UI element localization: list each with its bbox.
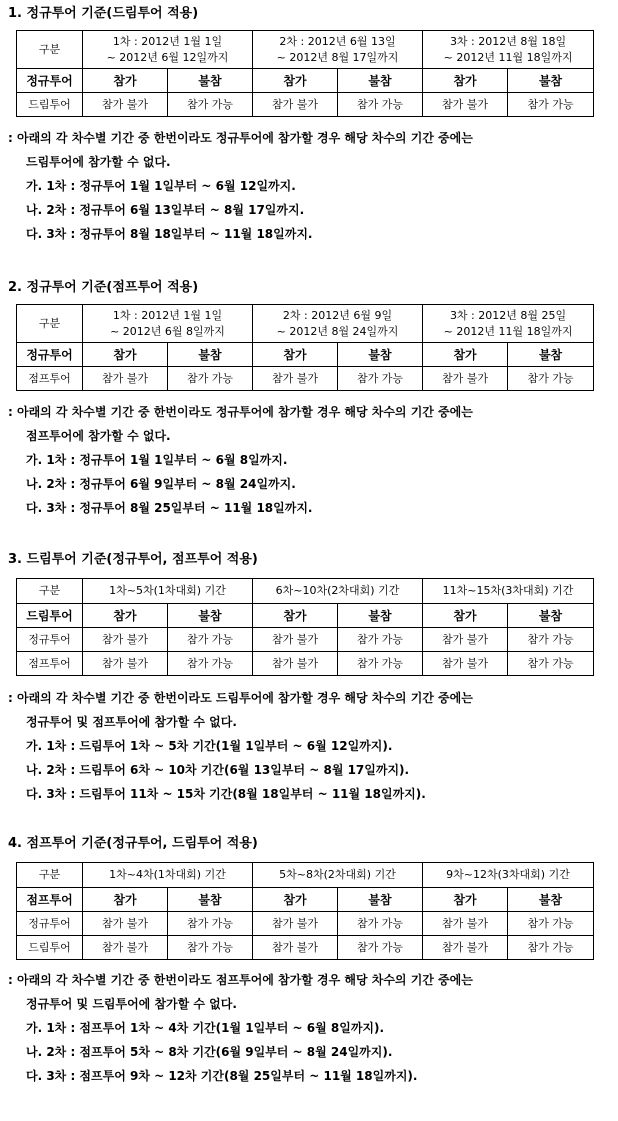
table-subheader-cell: 참가 <box>423 604 508 628</box>
table-cell: 점프투어 <box>17 652 83 676</box>
table-header-period-1: 1차 : 2012년 1월 1일 ~ 2012년 6월 8일까지 <box>83 305 253 343</box>
table-subheader-cell: 참가 <box>83 604 168 628</box>
table-row <box>17 652 594 676</box>
note-line: 가. 1차 : 점프투어 1차 ~ 4차 기간(1월 1일부터 ~ 6월 8일까지). <box>26 1021 385 1035</box>
table-cell: 참가 가능 <box>508 367 594 391</box>
note-line: 나. 2차 : 점프투어 5차 ~ 8차 기간(6월 9일부터 ~ 8월 24일까지). <box>26 1045 393 1059</box>
table-subheader-cell: 불참 <box>168 604 253 628</box>
table-cell: 참가 가능 <box>338 628 423 652</box>
section-3-notes <box>8 686 473 806</box>
table-cell: 참가 가능 <box>338 912 423 936</box>
section-2-notes <box>8 400 473 520</box>
note-line: 다. 3차 : 정규투어 8월 18일부터 ~ 11월 18일까지. <box>26 227 313 241</box>
section-4-title: 4. 점프투어 기준(정규투어, 드림투어 적용) <box>8 836 258 851</box>
table-cell: 참가 가능 <box>508 912 594 936</box>
table-cell: 참가 가능 <box>168 367 253 391</box>
note-line: : 아래의 각 차수별 기간 중 한번이라도 점프투어에 참가할 경우 해당 차수의 기간 중에는 <box>8 973 473 987</box>
table-cell: 참가 불가 <box>253 93 338 117</box>
table-cell: 참가 가능 <box>168 93 253 117</box>
table-subheader-cell: 불참 <box>508 69 594 93</box>
table-header-period-3: 3차 : 2012년 8월 18일 ~ 2012년 11월 18일까지 <box>423 31 594 69</box>
table-header-period-3: 9차~12차(3차대회) 기간 <box>423 863 594 888</box>
table-subheader-cell: 참가 <box>253 604 338 628</box>
table-cell: 정규투어 <box>17 628 83 652</box>
table-subheader-cell: 불참 <box>508 343 594 367</box>
table-subheader-cell: 참가 <box>253 888 338 912</box>
table-header-cell: 구분 <box>17 305 83 343</box>
table-header-cell: 구분 <box>17 31 83 69</box>
table-header-period-1: 1차~4차(1차대회) 기간 <box>83 863 253 888</box>
table-cell: 참가 가능 <box>168 912 253 936</box>
note-line: 정규투어 및 드림투어에 참가할 수 없다. <box>26 997 237 1011</box>
table-cell: 참가 불가 <box>83 912 168 936</box>
section-1-table <box>16 30 594 117</box>
table-cell: 참가 가능 <box>168 652 253 676</box>
table-header-cell: 구분 <box>17 863 83 888</box>
note-line: : 아래의 각 차수별 기간 중 한번이라도 드림투어에 참가할 경우 해당 차수의 기간 중에는 <box>8 691 473 705</box>
table-header-period-2: 5차~8차(2차대회) 기간 <box>253 863 423 888</box>
table-cell: 참가 불가 <box>253 367 338 391</box>
note-line: 다. 3차 : 정규투어 8월 25일부터 ~ 11월 18일까지. <box>26 501 313 515</box>
section-2-table <box>16 304 594 391</box>
note-line: 드림투어에 참가할 수 없다. <box>26 155 171 169</box>
table-subheader-cell: 참가 <box>83 343 168 367</box>
table-row <box>17 936 594 960</box>
table-cell: 참가 불가 <box>83 93 168 117</box>
section-3-title: 3. 드림투어 기준(정규투어, 점프투어 적용) <box>8 552 258 567</box>
table-subheader-cell: 불참 <box>338 69 423 93</box>
table-header-period-1: 1차~5차(1차대회) 기간 <box>83 579 253 604</box>
table-header-period-3: 11차~15차(3차대회) 기간 <box>423 579 594 604</box>
table-subheader-cell: 불참 <box>508 888 594 912</box>
table-subheader-cell: 불참 <box>168 69 253 93</box>
note-line: : 아래의 각 차수별 기간 중 한번이라도 정규투어에 참가할 경우 해당 차수의 기간 중에는 <box>8 131 473 145</box>
section-1-notes <box>8 126 473 246</box>
table-cell: 참가 불가 <box>83 652 168 676</box>
table-subheader-cell: 참가 <box>253 343 338 367</box>
table-cell: 참가 불가 <box>423 652 508 676</box>
table-cell: 참가 불가 <box>423 93 508 117</box>
section-3-table <box>16 578 594 676</box>
table-subheader-cell: 불참 <box>338 604 423 628</box>
section-4-notes <box>8 968 473 1088</box>
table-header-period-3: 3차 : 2012년 8월 25일 ~ 2012년 11월 18일까지 <box>423 305 594 343</box>
table-subheader-cell: 참가 <box>423 888 508 912</box>
table-cell: 참가 불가 <box>253 936 338 960</box>
table-subheader-cell: 불참 <box>338 888 423 912</box>
table-cell: 참가 불가 <box>253 912 338 936</box>
note-line: 가. 1차 : 정규투어 1월 1일부터 ~ 6월 8일까지. <box>26 453 288 467</box>
table-cell: 참가 가능 <box>338 652 423 676</box>
table-cell: 점프투어 <box>17 367 83 391</box>
table-header-cell: 구분 <box>17 579 83 604</box>
table-header-period-2: 2차 : 2012년 6월 13일 ~ 2012년 8월 17일까지 <box>253 31 423 69</box>
note-line: 다. 3차 : 점프투어 9차 ~ 12차 기간(8월 25일부터 ~ 11월 18일까지). <box>26 1069 418 1083</box>
table-cell: 참가 불가 <box>423 936 508 960</box>
note-line: 점프투어에 참가할 수 없다. <box>26 429 171 443</box>
section-1-title: 1. 정규투어 기준(드림투어 적용) <box>8 6 199 21</box>
table-header-period-1: 1차 : 2012년 1월 1일 ~ 2012년 6월 12일까지 <box>83 31 253 69</box>
table-cell: 참가 가능 <box>168 936 253 960</box>
table-cell: 드림투어 <box>17 93 83 117</box>
table-cell: 드림투어 <box>17 936 83 960</box>
table-cell: 참가 가능 <box>338 367 423 391</box>
table-subheader-cell: 불참 <box>168 888 253 912</box>
note-line: 가. 1차 : 드림투어 1차 ~ 5차 기간(1월 1일부터 ~ 6월 12일까지). <box>26 739 393 753</box>
table-cell: 참가 불가 <box>423 367 508 391</box>
table-cell: 정규투어 <box>17 912 83 936</box>
table-subheader-cell: 점프투어 <box>17 888 83 912</box>
note-line: 나. 2차 : 드림투어 6차 ~ 10차 기간(6월 13일부터 ~ 8월 17일까지). <box>26 763 410 777</box>
table-cell: 참가 불가 <box>423 628 508 652</box>
table-subheader-cell: 참가 <box>83 69 168 93</box>
table-row <box>17 367 594 391</box>
table-subheader-cell: 참가 <box>423 343 508 367</box>
table-cell: 참가 불가 <box>253 628 338 652</box>
table-cell: 참가 가능 <box>338 93 423 117</box>
table-subheader-cell: 드림투어 <box>17 604 83 628</box>
table-cell: 참가 가능 <box>168 628 253 652</box>
table-cell: 참가 가능 <box>508 93 594 117</box>
table-subheader-cell: 불참 <box>508 604 594 628</box>
table-subheader-cell: 정규투어 <box>17 69 83 93</box>
note-line: 가. 1차 : 정규투어 1월 1일부터 ~ 6월 12일까지. <box>26 179 296 193</box>
table-header-period-2: 6차~10차(2차대회) 기간 <box>253 579 423 604</box>
table-cell: 참가 불가 <box>423 912 508 936</box>
table-cell: 참가 가능 <box>508 652 594 676</box>
table-subheader-cell: 불참 <box>338 343 423 367</box>
table-subheader-cell: 참가 <box>253 69 338 93</box>
table-cell: 참가 불가 <box>253 652 338 676</box>
table-cell: 참가 불가 <box>83 936 168 960</box>
note-line: 정규투어 및 점프투어에 참가할 수 없다. <box>26 715 237 729</box>
table-subheader-cell: 정규투어 <box>17 343 83 367</box>
table-row <box>17 628 594 652</box>
note-line: 다. 3차 : 드림투어 11차 ~ 15차 기간(8월 18일부터 ~ 11월 18일까지). <box>26 787 426 801</box>
table-header-period-2: 2차 : 2012년 6월 9일 ~ 2012년 8월 24일까지 <box>253 305 423 343</box>
table-cell: 참가 불가 <box>83 367 168 391</box>
note-line: 나. 2차 : 정규투어 6월 13일부터 ~ 8월 17일까지. <box>26 203 305 217</box>
table-row <box>17 912 594 936</box>
table-subheader-cell: 참가 <box>83 888 168 912</box>
note-line: : 아래의 각 차수별 기간 중 한번이라도 정규투어에 참가할 경우 해당 차수의 기간 중에는 <box>8 405 473 419</box>
table-cell: 참가 가능 <box>338 936 423 960</box>
note-line: 나. 2차 : 정규투어 6월 9일부터 ~ 8월 24일까지. <box>26 477 296 491</box>
table-cell: 참가 가능 <box>508 628 594 652</box>
section-4-table <box>16 862 594 960</box>
table-subheader-cell: 참가 <box>423 69 508 93</box>
table-cell: 참가 가능 <box>508 936 594 960</box>
table-subheader-cell: 불참 <box>168 343 253 367</box>
section-2-title: 2. 정규투어 기준(점프투어 적용) <box>8 280 199 295</box>
table-cell: 참가 불가 <box>83 628 168 652</box>
table-row <box>17 93 594 117</box>
